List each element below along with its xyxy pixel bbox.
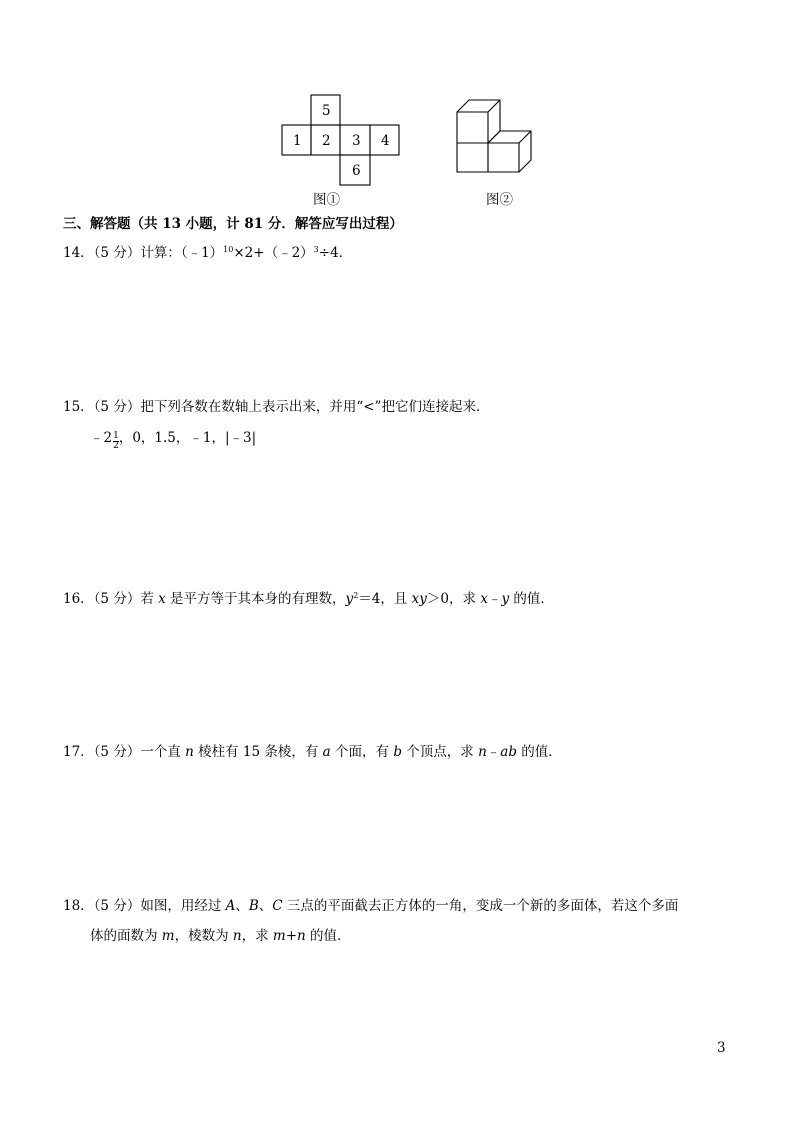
q18-score: （5 分）: [93, 898, 141, 914]
q18-t4: 三点的平面截去正方体的一角，变成一个新的多面体，若这个多面: [282, 898, 679, 914]
q18-point-c: C: [272, 898, 283, 914]
q17-var-n2: n: [478, 744, 487, 760]
q17-var-a: a: [322, 744, 331, 760]
q14-text-b: ×2+（﹣2）: [233, 245, 314, 261]
net-label-6: 6: [352, 163, 361, 179]
q18-var-m2: m: [272, 928, 286, 944]
page-number: 3: [717, 1040, 726, 1056]
question-17: [63, 746, 562, 760]
question-18: [63, 900, 678, 914]
q17-var-b: b: [393, 744, 402, 760]
q14-text-a: 计算：（﹣1）: [140, 245, 224, 261]
q18-var-n: n: [232, 928, 242, 944]
q14-exponent-1: 10: [223, 245, 234, 254]
q16-t3: ＝4，且: [358, 591, 412, 607]
q17-t4: 个顶点，求: [401, 744, 479, 760]
q16-t6: 的值．: [509, 591, 554, 607]
q17-var-ab: ab: [500, 744, 517, 760]
q18-var-n2: n: [297, 928, 306, 944]
q14-number: 14．: [63, 245, 94, 261]
q18-t3: 、: [258, 898, 273, 914]
q16-t2: 是平方等于其本身的有理数，: [165, 591, 346, 607]
q15-frac-denominator: 2: [113, 441, 119, 451]
q18-point-a: A: [225, 898, 236, 914]
q18-t1: 如图，用经过: [140, 898, 226, 914]
q15-number: 15．: [63, 399, 94, 415]
net-label-2: 2: [322, 133, 331, 149]
figure-cube-net: [280, 94, 402, 186]
figure-stacked-cubes: [455, 98, 535, 174]
question-15: [63, 401, 489, 415]
figure1-caption: 图①: [313, 192, 340, 208]
q18-l2a: 体的面数为: [90, 928, 162, 944]
q16-var-y: y: [345, 591, 354, 607]
q18-l2b: ，棱数为: [174, 928, 233, 944]
figure2-caption: 图②: [486, 192, 513, 208]
q16-t1: 若: [140, 591, 159, 607]
q14-exponent-2: 3: [313, 245, 319, 254]
q18-t2: 、: [235, 898, 249, 914]
q17-t5: ﹣: [486, 744, 501, 760]
q18-var-m: m: [161, 928, 175, 944]
q17-t2: 棱柱有 15 条棱，有: [193, 744, 323, 760]
q18-plus: +: [285, 928, 298, 944]
question-18-line-2: [90, 930, 351, 944]
q16-var-y2: y: [501, 591, 510, 607]
q16-var-xy: xy: [411, 591, 427, 607]
q15-rest: ，0，1.5，﹣1，|﹣3|: [118, 430, 257, 446]
net-label-4: 4: [381, 133, 390, 149]
q18-l2d: 的值．: [305, 928, 351, 944]
q16-score: （5 分）: [93, 591, 141, 607]
q16-square: 2: [353, 591, 359, 600]
net-label-5: 5: [322, 103, 331, 119]
q18-number: 18．: [63, 898, 94, 914]
stacked-cubes-drawing: [455, 98, 535, 174]
q17-t3: 个面，有: [330, 744, 394, 760]
q18-point-b: B: [248, 898, 259, 914]
q16-t4: ＞0，求: [426, 591, 481, 607]
q17-t6: 的值．: [516, 744, 562, 760]
q14-text-c: ÷4．: [318, 245, 353, 261]
section-title: 三、解答题（共 13 小题，计 81 分．解答应写出过程）: [63, 216, 403, 232]
q16-var-x: x: [158, 591, 166, 607]
q17-score: （5 分）: [93, 744, 141, 760]
q15-frac-numerator: 1: [113, 431, 119, 441]
q17-t1: 一个直: [140, 744, 186, 760]
q15-score: （5 分）: [93, 399, 141, 415]
question-14: [63, 246, 352, 261]
net-label-1: 1: [293, 133, 302, 149]
q16-var-x2: x: [480, 591, 488, 607]
q17-var-n: n: [185, 744, 194, 760]
q15-text: 把下列各数在数轴上表示出来，并用“<”把它们连接起来．: [140, 399, 490, 415]
q18-l2c: ，求: [241, 928, 273, 944]
q16-t5: ﹣: [487, 591, 502, 607]
question-16: [63, 592, 554, 607]
net-label-3: 3: [352, 133, 361, 149]
q15-number-list: [90, 432, 256, 451]
q16-number: 16．: [63, 591, 94, 607]
q17-number: 17．: [63, 744, 94, 760]
q15-mixed-whole: ﹣2: [90, 430, 113, 446]
q14-score: （5 分）: [93, 245, 141, 261]
